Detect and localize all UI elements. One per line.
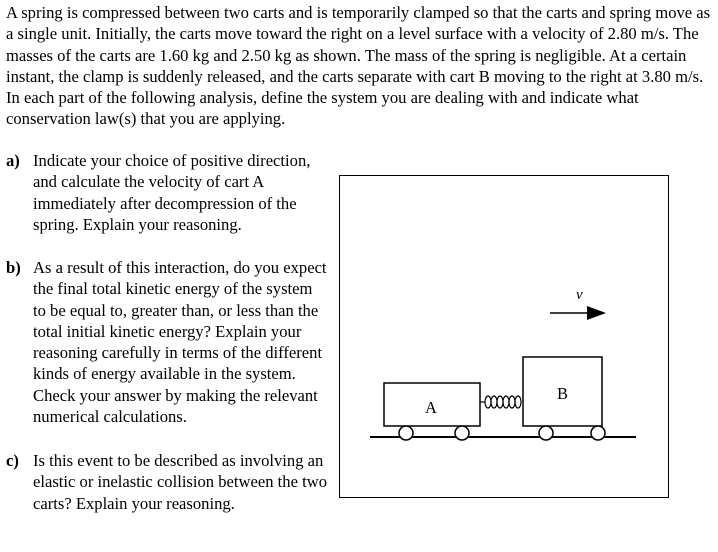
cart-b-wheel-left — [539, 426, 553, 440]
cart-diagram — [339, 175, 669, 498]
part-a — [6, 150, 328, 235]
cart-a-label: A — [425, 398, 437, 417]
cart-b-label: B — [557, 384, 569, 403]
problem-intro: A spring is compressed between two carts and is temporarily clamped so that the carts and spring move as a single unit. Initially, the carts move toward the right on a level surface with a velocity of 2.80 m/s. The masses of the carts are 1.60 kg and 2.50 kg as shown. The mass of the spring is negligible. At a certain instant, the clamp is suddenly released, and the carts separate with cart B moving to the right at 3.80 m/s. In each part of the following analysis, define the system you are dealing with and indicate what conservation law(s) that you are applying. — [6, 3, 711, 129]
cart-a-wheel-left — [399, 426, 413, 440]
compressed-spring — [480, 396, 521, 408]
part-a-label: a) — [6, 151, 20, 170]
part-c-label: c) — [6, 451, 19, 470]
velocity-label: v — [576, 287, 583, 303]
cart-a-wheel-right — [455, 426, 469, 440]
cart-diagram-drawing — [340, 176, 670, 499]
part-b — [6, 257, 328, 427]
cart-b-wheel-right — [591, 426, 605, 440]
part-c-text: Is this event to be described as involving an elastic or inelastic collision between the two carts? Explain your reasoning. — [33, 451, 327, 513]
velocity-arrow-head — [587, 306, 606, 320]
part-c — [6, 450, 328, 514]
part-b-text: As a result of this interaction, do you expect the final total kinetic energy of the system to be equal to, greater than, or less than the total initial kinetic energy? Explain your reasoning carefully in terms of the different kinds of energy available in the system. Check your answer by making the relevant numerical calculations. — [33, 258, 327, 427]
part-b-label: b) — [6, 258, 21, 277]
part-a-text: Indicate your choice of positive direction, and calculate the velocity of cart A immediately after decompression of the spring. Explain your reasoning. — [33, 151, 311, 234]
